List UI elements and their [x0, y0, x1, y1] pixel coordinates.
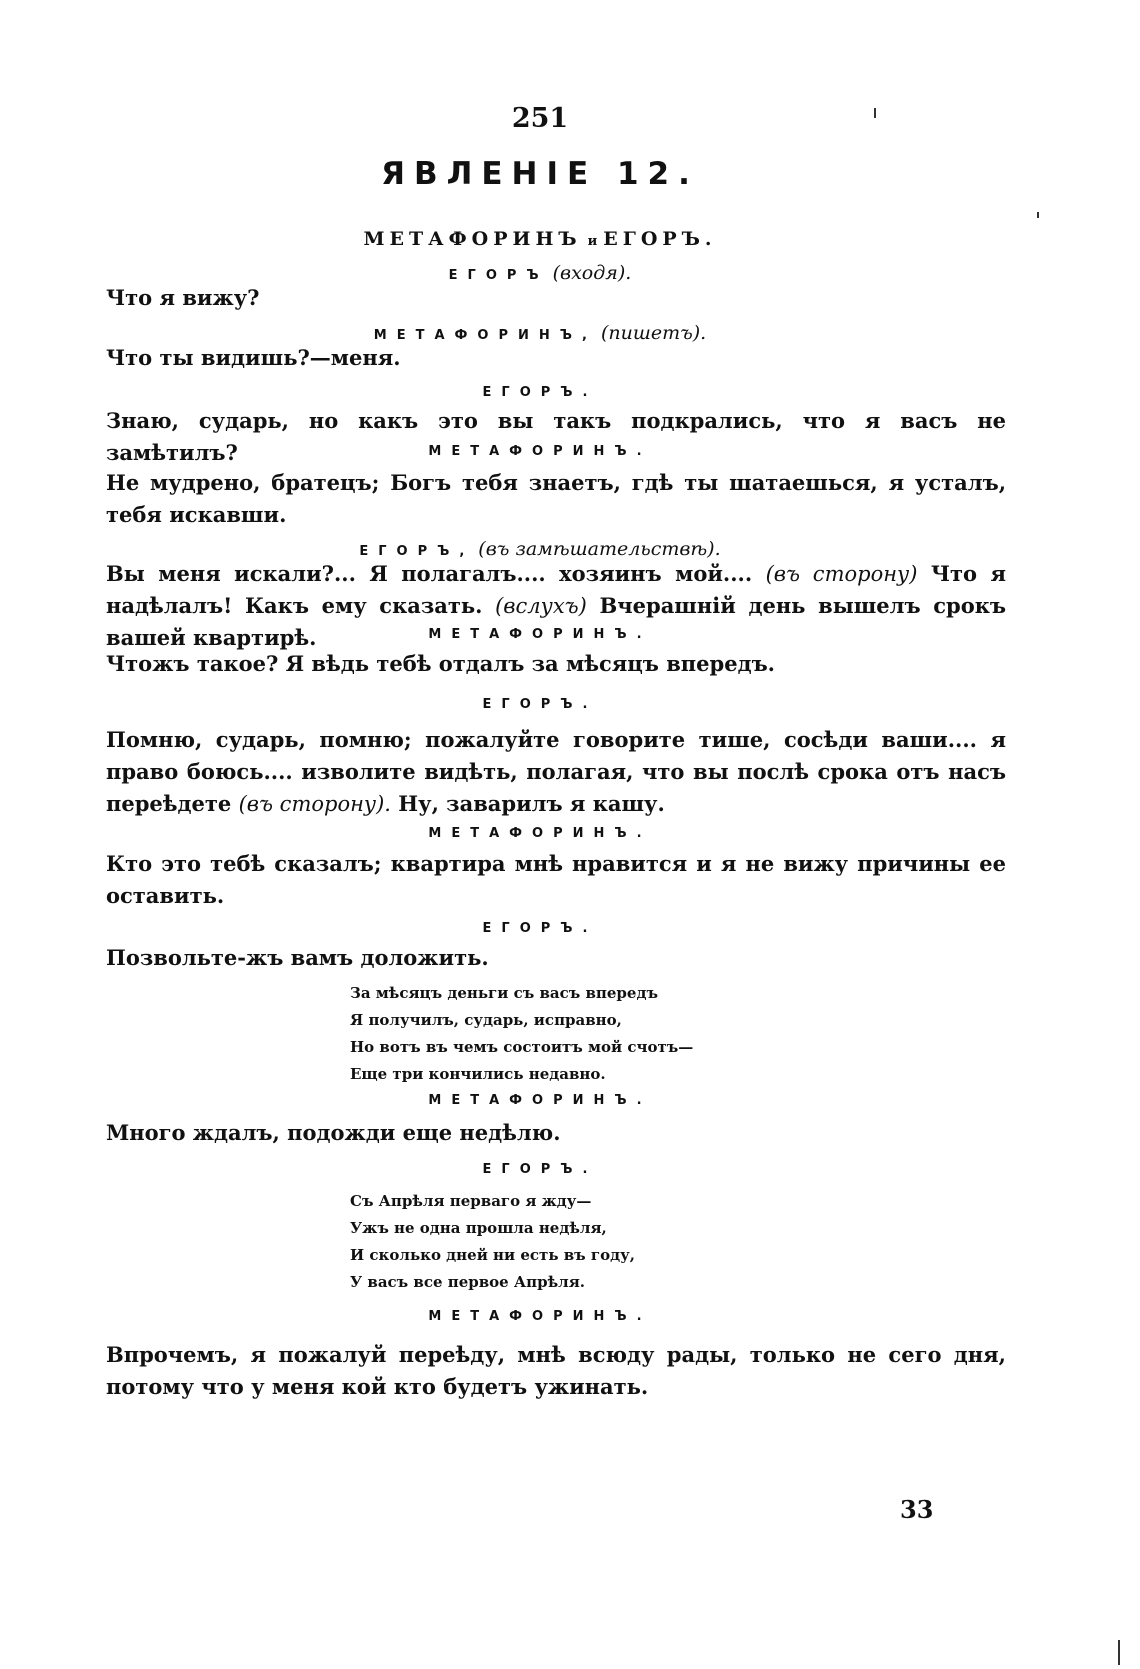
speaker-heading: МЕТАФОРИНЪ. [428, 444, 652, 459]
dialogue-line: Чтожъ такое? Я вѣдь тебѣ отдалъ за мѣсяцъ впередъ. [106, 651, 775, 676]
dialogue-line: Позвольте-жъ вамъ доложить. [106, 945, 489, 970]
character-first: МЕТАФОРИНЪ [363, 228, 582, 250]
signature-mark: 33 [900, 1495, 934, 1524]
verse-line: Я получилъ, сударь, исправно, [350, 1011, 622, 1029]
speaker-heading: МЕТАФОРИНЪ. [428, 1309, 652, 1324]
stage-direction: (пишетъ). [600, 322, 707, 344]
scan-speck [1118, 1640, 1120, 1665]
verse-line: У васъ все первое Апрѣля. [350, 1273, 586, 1291]
scene-title: ЯВЛЕНІЕ 12. [381, 156, 699, 192]
stage-direction: (входя). [552, 262, 632, 284]
stage-direction: (вслухъ) [495, 594, 587, 618]
speaker-heading: ЕГОРЪ. [482, 1162, 598, 1177]
speaker-name: ЕГОРЪ, [359, 544, 475, 559]
dialogue-line: Кто это тебѣ сказалъ; квартира мнѣ нравится и я не вижу причины ее оставить. [106, 851, 1006, 908]
scan-speck [874, 108, 876, 118]
verse-line: За мѣсяцъ деньги съ васъ впередъ [350, 984, 658, 1002]
verse-block [350, 1188, 810, 1296]
dialogue-line: Что я вижу? [106, 285, 260, 310]
dialogue-line: Много ждалъ, подожди еще недѣлю. [106, 1120, 561, 1145]
speaker-heading: МЕТАФОРИНЪ. [428, 627, 652, 642]
speaker-heading: ЕГОРЪ. [482, 385, 598, 400]
dialogue-line: Впрочемъ, я пожалуй переѣду, мнѣ всюду рады, только не сего дня, потому что у меня кой кто будетъ ужинать. [106, 1342, 1006, 1399]
stage-direction: (въ сторону) [765, 562, 918, 586]
verse-line: И сколько дней ни есть въ году, [350, 1246, 635, 1264]
character-second: ЕГОРЪ. [603, 228, 717, 250]
dialogue-line: Что ты видишь?—меня. [106, 345, 401, 370]
scan-speck [1037, 212, 1039, 218]
speaker-heading [0, 262, 1080, 284]
speaker-heading: МЕТАФОРИНЪ. [428, 826, 652, 841]
verse-block [350, 980, 810, 1088]
speaker-heading: МЕТАФОРИНЪ. [428, 1093, 652, 1108]
page-number: 251 [511, 103, 569, 134]
stage-direction: (въ замѣшательствѣ). [478, 538, 721, 560]
speaker-name: ЕГОРЪ [448, 268, 549, 283]
verse-line: Съ Апрѣля перваго я жду— [350, 1192, 592, 1210]
dialogue-line: Помню, сударь, помню; пожалуйте говорите тише, сосѣди ваши.... я право боюсь.... изволите видѣть, полагая, что вы послѣ срока отъ насъ переѣдете (въ сторону). Ну, заварилъ я кашу. [106, 727, 1006, 816]
dialogue-line: Знаю, сударь, но какъ это вы такъ подкрались, что я васъ не замѣтилъ? [106, 408, 1006, 465]
speaker-name: МЕТАФОРИНЪ, [373, 328, 597, 343]
speaker-heading [0, 538, 1080, 560]
character-list [0, 228, 1080, 250]
stage-direction: (въ сторону). [238, 792, 391, 816]
verse-line: Ужъ не одна прошла недѣля, [350, 1219, 607, 1237]
dialogue-line: Не мудрено, братецъ; Богъ тебя знаетъ, гдѣ ты шатаешься, я усталъ, тебя искавши. [106, 470, 1006, 527]
speaker-heading: ЕГОРЪ. [482, 697, 598, 712]
speaker-heading: ЕГОРЪ. [482, 921, 598, 936]
verse-line: Еще три кончились недавно. [350, 1065, 606, 1083]
speaker-heading [0, 322, 1080, 344]
verse-line: Но вотъ въ чемъ состоитъ мой счотъ— [350, 1038, 694, 1056]
dialogue-line: Вы меня искали?... Я полагалъ.... хозяинъ мой.... (въ сторону) Что я надѣлалъ! Какъ ему сказать. (вслухъ) Вчерашній день вышелъ срокъ вашей квартирѣ. [106, 561, 1006, 650]
character-conj: и [587, 234, 598, 249]
